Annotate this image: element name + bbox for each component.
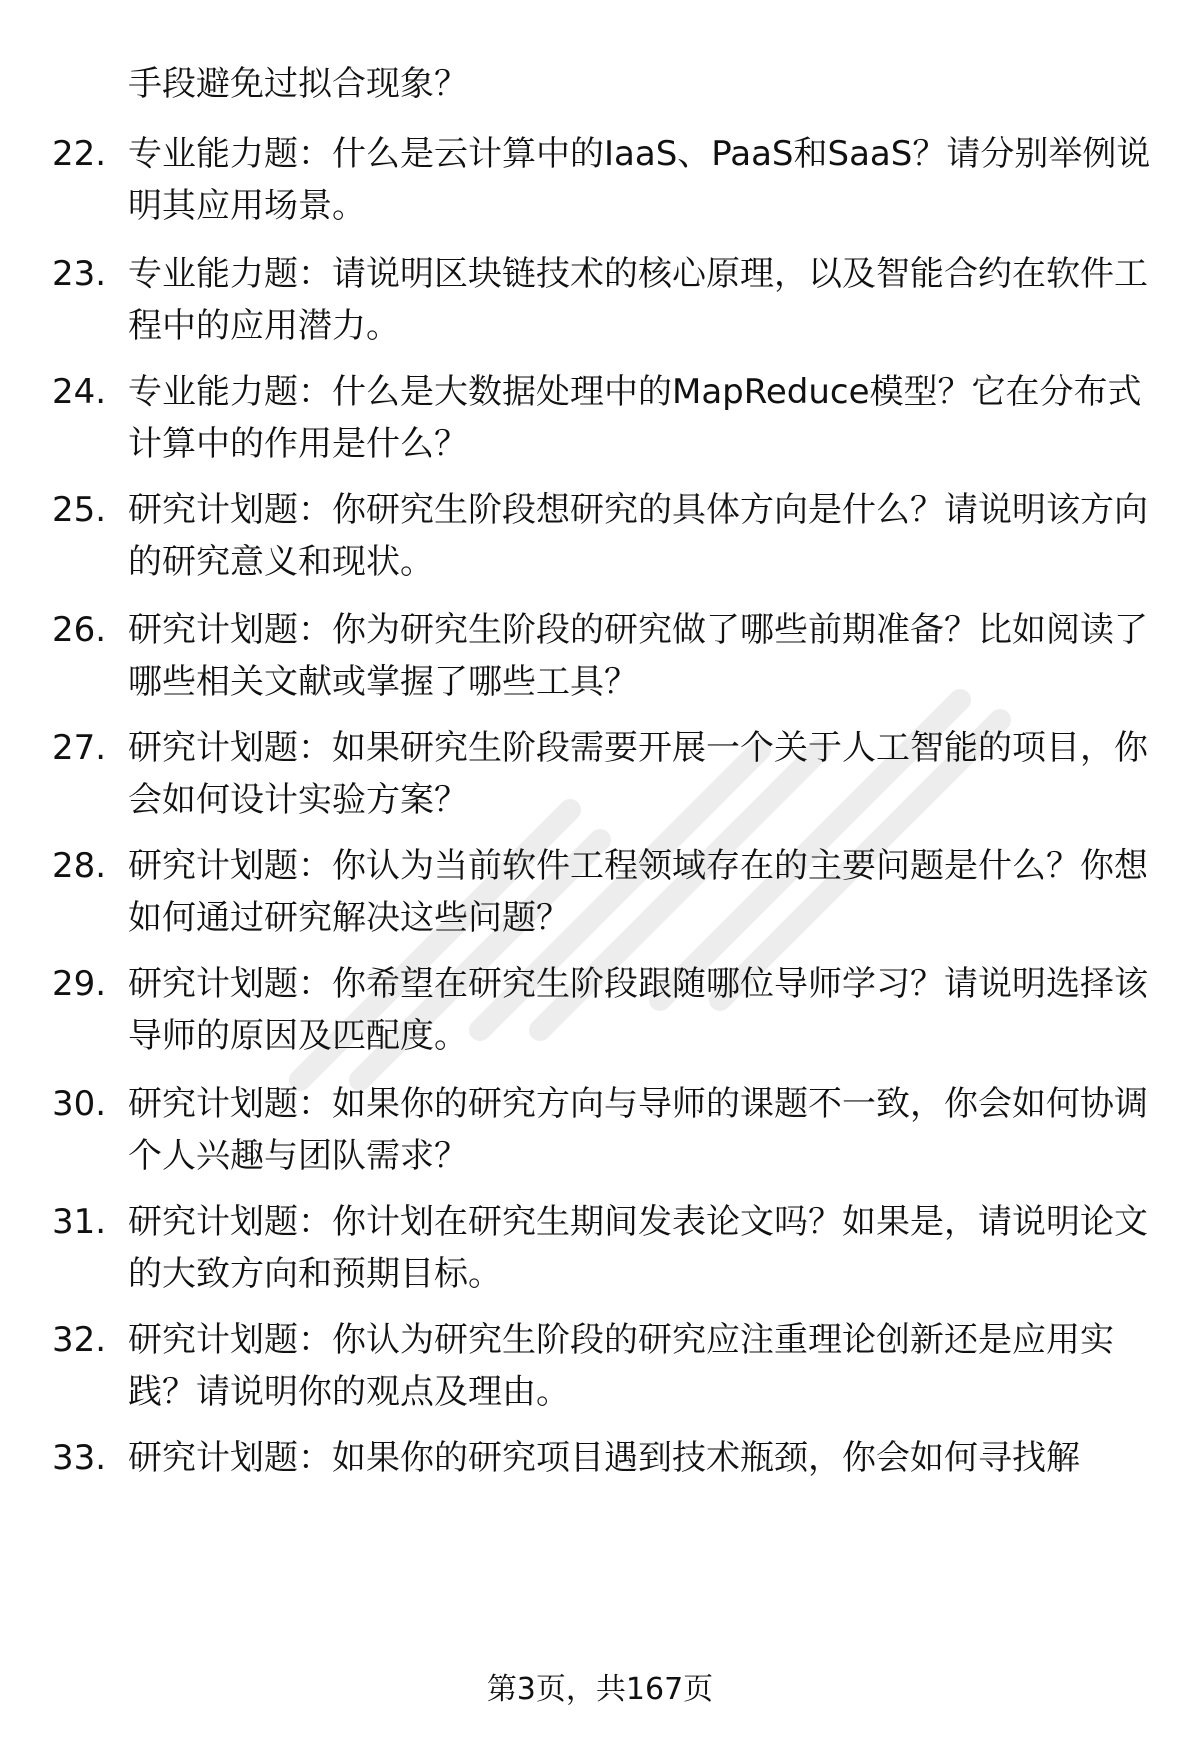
item-number: 23.	[52, 254, 107, 294]
item-number: 27.	[52, 728, 107, 768]
item-text: 专业能力题：什么是大数据处理中的MapReduce模型？它在分布式计算中的作用是什么？	[128, 372, 1142, 464]
item-text: 研究计划题：如果你的研究方向与导师的课题不一致，你会如何协调个人兴趣与团队需求？	[128, 1084, 1148, 1176]
item-number: 31.	[52, 1202, 107, 1242]
page-footer: 第3页，共167页	[486, 1672, 714, 1707]
item-text: 研究计划题：你研究生阶段想研究的具体方向是什么？请说明该方向的研究意义和现状。	[128, 490, 1148, 582]
item-number: 33.	[52, 1438, 107, 1478]
item-number: 26.	[52, 610, 107, 650]
item-number: 24.	[52, 372, 107, 412]
item-text: 专业能力题：什么是云计算中的IaaS、PaaS和SaaS？请分别举例说明其应用场景。	[128, 134, 1151, 226]
item-text: 专业能力题：请说明区块链技术的核心原理，以及智能合约在软件工程中的应用潜力。	[128, 254, 1148, 346]
item-text: 研究计划题：你认为研究生阶段的研究应注重理论创新还是应用实践？请说明你的观点及理由。	[128, 1320, 1114, 1412]
item-number: 28.	[52, 846, 107, 886]
item-text: 研究计划题：你认为当前软件工程领域存在的主要问题是什么？你想如何通过研究解决这些问题？	[128, 846, 1148, 938]
continuation-text: 手段避免过拟合现象？	[128, 64, 468, 104]
item-number: 32.	[52, 1320, 107, 1360]
item-number: 22.	[52, 134, 107, 174]
item-text: 研究计划题：你希望在研究生阶段跟随哪位导师学习？请说明选择该导师的原因及匹配度。	[128, 964, 1148, 1056]
item-text: 研究计划题：如果研究生阶段需要开展一个关于人工智能的项目，你会如何设计实验方案？	[128, 728, 1148, 820]
item-number: 29.	[52, 964, 107, 1004]
item-text: 研究计划题：你计划在研究生期间发表论文吗？如果是，请说明论文的大致方向和预期目标。	[128, 1202, 1148, 1294]
item-text: 研究计划题：如果你的研究项目遇到技术瓶颈，你会如何寻找解	[128, 1438, 1080, 1478]
item-text: 研究计划题：你为研究生阶段的研究做了哪些前期准备？比如阅读了哪些相关文献或掌握了哪些工具？	[128, 610, 1148, 702]
item-number: 30.	[52, 1084, 107, 1124]
item-number: 25.	[52, 490, 107, 530]
